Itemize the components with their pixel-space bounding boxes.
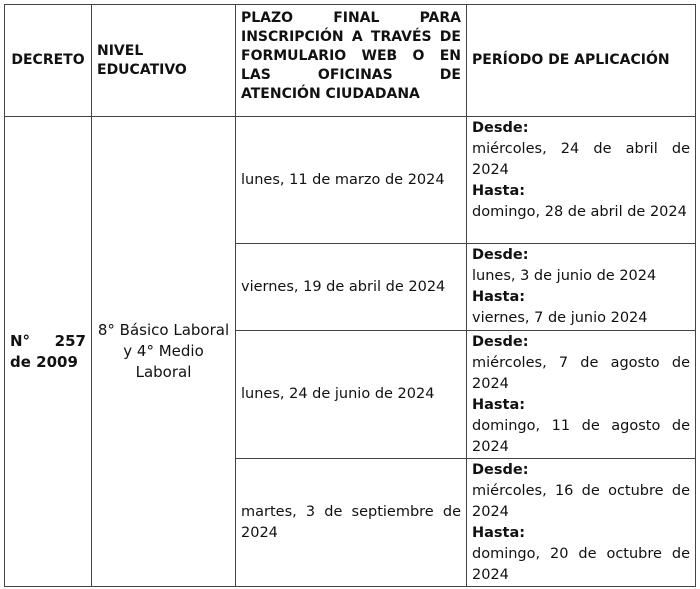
hasta-label: Hasta: [472,183,526,199]
hasta-label: Hasta: [472,397,526,413]
header-decreto: DECRETO [5,5,92,117]
desde-label: Desde: [472,334,529,350]
header-nivel-educativo: NIVEL EDUCATIVO [92,5,236,117]
header-periodo-aplicacion: PERÍODO DE APLICACIÓN [467,5,696,117]
schedule-table [4,4,696,587]
desde-date: miércoles, 7 de agosto de 2024 [472,355,690,392]
hasta-label: Hasta: [472,525,526,541]
desde-label: Desde: [472,120,529,136]
hasta-date: domingo, 20 de octubre de 2024 [472,546,690,583]
periodo-cell [467,117,696,244]
plazo-cell: viernes, 19 de abril de 2024 [236,244,467,331]
hasta-date: viernes, 7 de junio 2024 [472,310,648,326]
decreto-cell: N° 257 de 2009 [5,117,92,587]
hasta-date: domingo, 11 de agosto de 2024 [472,418,690,455]
periodo-cell [467,459,696,587]
desde-date: miércoles, 24 de abril de 2024 [472,141,690,178]
hasta-date: domingo, 28 de abril de 2024 [472,204,687,220]
desde-date: miércoles, 16 de octubre de 2024 [472,483,690,520]
plazo-cell: martes, 3 de septiembre de 2024 [236,459,467,587]
plazo-cell: lunes, 11 de marzo de 2024 [236,117,467,244]
desde-label: Desde: [472,462,529,478]
header-row [5,5,696,117]
periodo-cell [467,244,696,331]
hasta-label: Hasta: [472,289,526,305]
header-plazo-final: PLAZO FINAL PARA INSCRIPCIÓN A TRAVÉS DE FORMULARIO WEB O EN LAS OFICINAS DE ATENCIÓN CIUDADANA [236,5,467,117]
table-row [5,117,696,244]
desde-label: Desde: [472,247,529,263]
desde-date: lunes, 3 de junio de 2024 [472,268,657,284]
periodo-cell [467,331,696,459]
plazo-cell: lunes, 24 de junio de 2024 [236,331,467,459]
nivel-educativo-cell: 8° Básico Laboral y 4° Medio Laboral [92,117,236,587]
